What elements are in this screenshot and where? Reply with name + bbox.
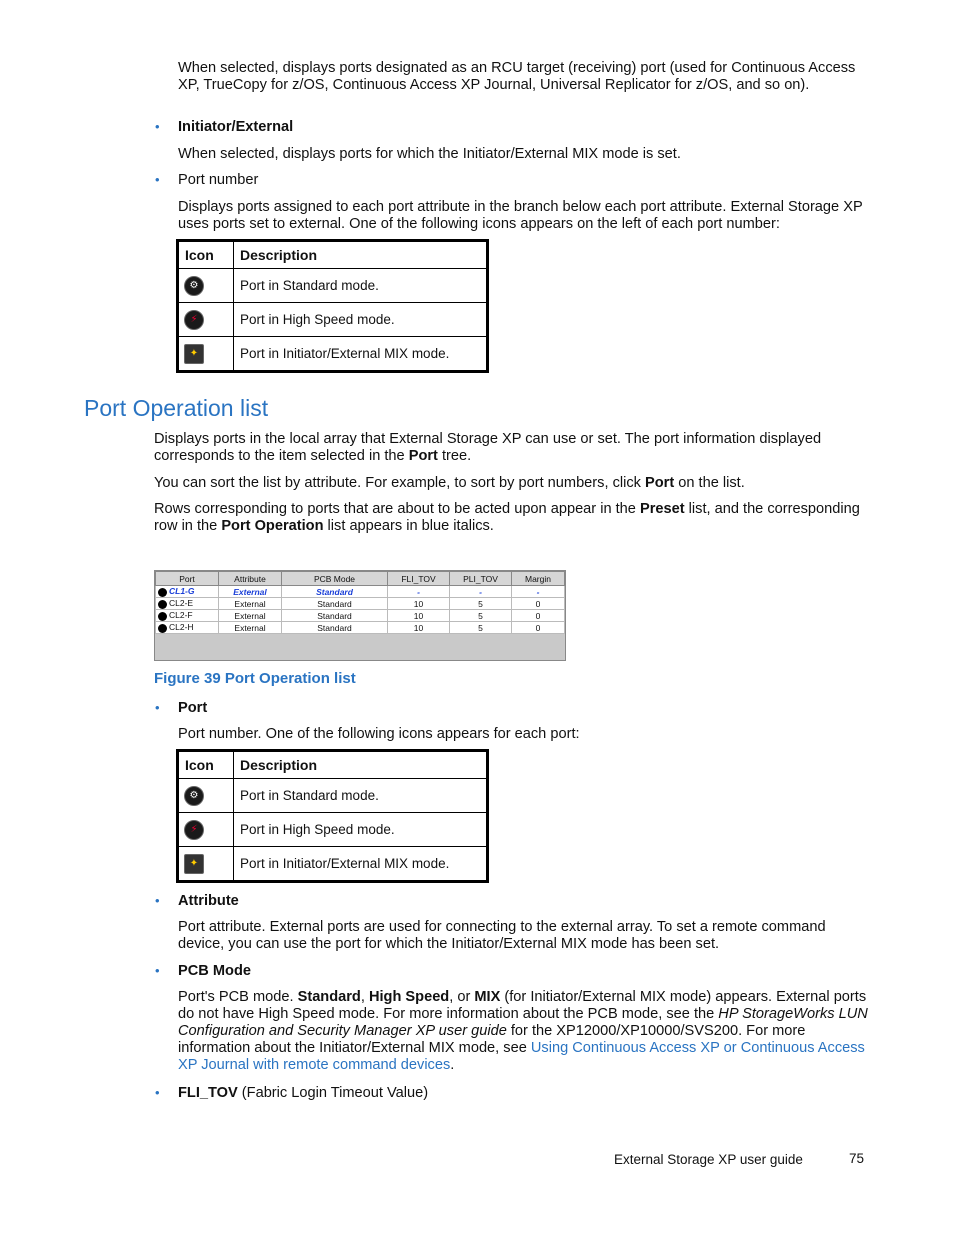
bullet-icon: • [155, 119, 160, 134]
port-mix-mode-icon: ✦ [184, 344, 204, 364]
table-row [178, 269, 488, 303]
row-description: Port in High Speed mode. [234, 303, 488, 337]
icon-column-header: Icon [178, 241, 234, 269]
column-header-margin[interactable]: Margin [512, 572, 565, 586]
table-row [178, 847, 488, 882]
bullet-pcb-mode [155, 963, 251, 980]
port-high-speed-icon: ⚡ [184, 310, 204, 330]
port-label: Port [178, 700, 208, 716]
description-column-header: Description [234, 241, 488, 269]
port-description: Port number. One of the following icons appears for each port: [178, 726, 580, 742]
row-description: Port in Initiator/External MIX mode. [234, 337, 488, 372]
port-standard-icon: ⚙ [184, 276, 204, 296]
table-row[interactable]: CL2-H External Standard 10 5 0 [156, 622, 565, 634]
row-description: Port in Initiator/External MIX mode. [234, 847, 488, 882]
table-row [178, 337, 488, 372]
port-operation-header [156, 572, 565, 586]
rcu-description: When selected, displays ports designated as an RCU target (receiving) port (used for Continuous Access XP, TrueCopy for z/OS, Continuous Access XP Journal, Universal Replicator for z/OS, and so on). [178, 60, 856, 93]
table-row [178, 779, 488, 813]
column-header-attribute[interactable]: Attribute [219, 572, 282, 586]
icon-table-2 [176, 749, 489, 883]
bullet-port [155, 700, 208, 717]
initiator-description: When selected, displays ports for which the Initiator/External MIX mode is set. [178, 146, 681, 162]
bullet-initiator [155, 119, 294, 136]
port-standard-icon [158, 600, 167, 609]
bullet-icon: • [155, 893, 160, 908]
table-row [178, 813, 488, 847]
bullet-icon: • [155, 1085, 160, 1100]
column-header-pcb-mode[interactable]: PCB Mode [282, 572, 388, 586]
port-number-description: Displays ports assigned to each port attribute in the branch below each port attribute. External Storage XP uses ports set to external. One of the following icons appears on the left of each port number: [178, 199, 863, 232]
pcb-mode-description: Port's PCB mode. Standard, High Speed, or MIX (for Initiator/External MIX mode) appears. External ports do not have High Speed mode. For more information about the PCB mode, see the HP StorageWorks LUN Configuration and Security Manager XP user guide for the XP12000/XP10000/SVS200. For more information about the Initiator/External MIX mode, see Using Continuous Access XP or Continuous Access XP Journal with remote command devices. [178, 989, 868, 1073]
row-description: Port in Standard mode. [234, 269, 488, 303]
icon-table-header [178, 241, 488, 269]
port-operation-list-screenshot [154, 570, 566, 661]
pcb-mode-label: PCB Mode [178, 963, 251, 979]
bullet-icon: • [155, 172, 160, 187]
page-number: 75 [849, 1151, 865, 1166]
row-description: Port in Standard mode. [234, 779, 488, 813]
column-header-port[interactable]: Port [156, 572, 219, 586]
port-operation-table [155, 571, 565, 634]
port-standard-icon [158, 624, 167, 633]
row-description: Port in High Speed mode. [234, 813, 488, 847]
bullet-port-number [155, 172, 259, 189]
remote-command-devices-link[interactable]: Using Continuous Access XP or Continuous Access XP Journal with remote command devices [178, 1040, 865, 1073]
port-standard-icon [158, 612, 167, 621]
footer-guide-title: External Storage XP user guide [614, 1152, 803, 1167]
description-column-header: Description [234, 751, 488, 779]
port-standard-icon: ⚙ [184, 786, 204, 806]
attribute-label: Attribute [178, 893, 239, 909]
table-row[interactable]: CL2-E External Standard 10 5 0 [156, 598, 565, 610]
initiator-label: Initiator/External [178, 119, 294, 135]
fli-tov-item: FLI_TOV (Fabric Login Timeout Value) [178, 1085, 429, 1101]
port-number-label: Port number [178, 172, 259, 188]
bullet-fli-tov [155, 1085, 429, 1102]
bullet-attribute [155, 893, 239, 910]
port-high-speed-icon: ⚡ [184, 820, 204, 840]
column-header-pli-tov[interactable]: PLI_TOV [450, 572, 512, 586]
icon-table-1 [176, 239, 489, 373]
table-row[interactable]: CL2-F External Standard 10 5 0 [156, 610, 565, 622]
section-paragraph-3: Rows corresponding to ports that are about to be acted upon appear in the Preset list, and the corresponding row in the Port Operation list appears in blue italics. [154, 501, 860, 534]
bullet-icon: • [155, 963, 160, 978]
attribute-description: Port attribute. External ports are used for connecting to the external array. To set a remote command device, you can use the port for which the Initiator/External MIX mode has been set. [178, 919, 826, 952]
column-header-fli-tov[interactable]: FLI_TOV [388, 572, 450, 586]
section-paragraph-1: Displays ports in the local array that External Storage XP can use or set. The port information displayed corresponds to the item selected in the Port tree. [154, 431, 822, 464]
icon-column-header: Icon [178, 751, 234, 779]
icon-table-header [178, 751, 488, 779]
port-mix-mode-icon: ✦ [184, 854, 204, 874]
table-row [178, 303, 488, 337]
table-row[interactable]: CL1-G External Standard - - - [156, 586, 565, 598]
port-standard-icon [158, 588, 167, 597]
bullet-icon: • [155, 700, 160, 715]
section-title: Port Operation list [84, 395, 269, 421]
figure-caption: Figure 39 Port Operation list [154, 670, 356, 687]
section-paragraph-2: You can sort the list by attribute. For example, to sort by port numbers, click Port on the list. [154, 475, 745, 491]
